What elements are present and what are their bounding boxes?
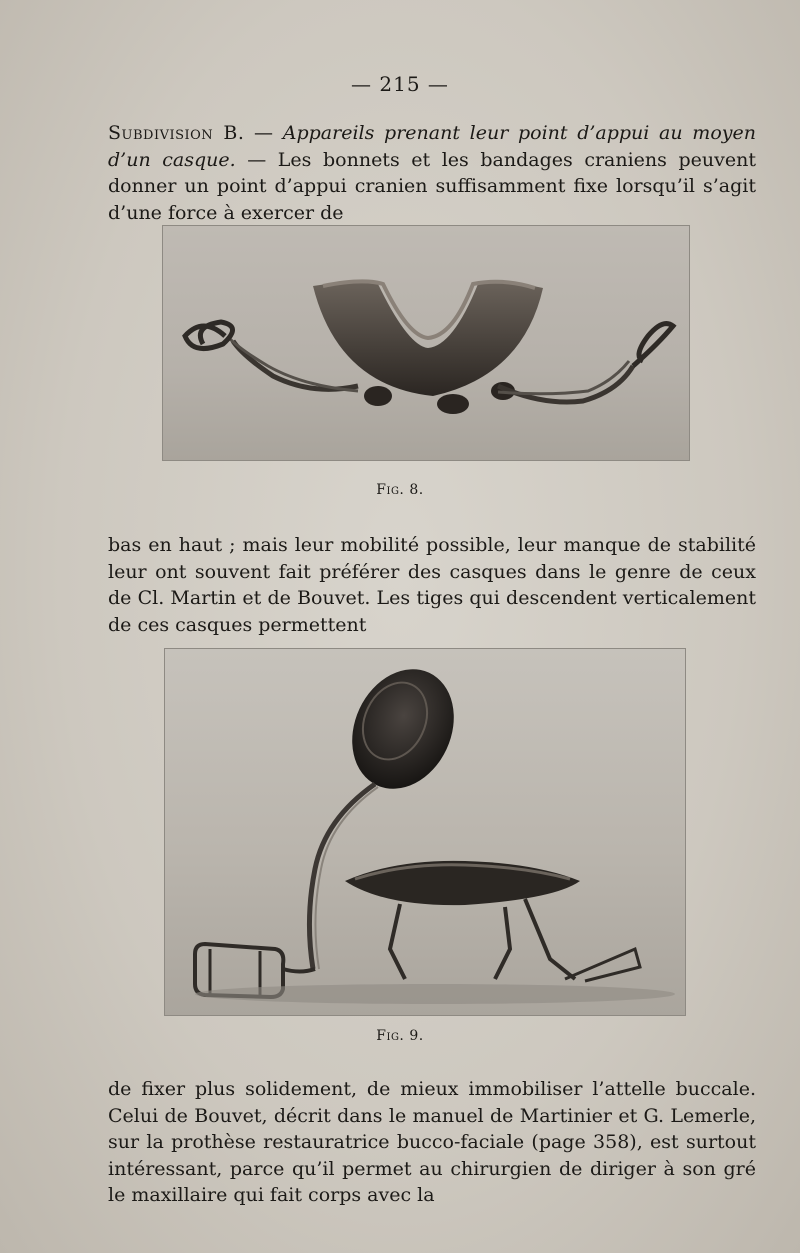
- figure-8-caption-text: Fig. 8.: [376, 482, 424, 498]
- paragraph-text: — Les bonnets et les bandages craniens peuvent donner un point d’appui cranien suffisamment fixe lorsqu’il s’agit d’une force à exercer de: [108, 148, 756, 224]
- figure-8-caption: [0, 482, 800, 498]
- oral-splint-illustration: [163, 226, 689, 460]
- subdivision-heading: Subdivision B.: [108, 122, 245, 144]
- figure-9-caption: [0, 1028, 800, 1044]
- figure-9-caption-text: Fig. 9.: [376, 1028, 424, 1044]
- figure-8-photo: [162, 225, 690, 461]
- paragraph-subdivision-b: [108, 120, 756, 226]
- page-number: — 215 —: [351, 72, 449, 96]
- heading-dash: —: [244, 122, 283, 144]
- paragraph-bouvet: de fixer plus solidement, de mieux immobiliser l’attelle buccale. Celui de Bouvet, décrit dans le manuel de Martinier et G. Lemerle, sur la prothèse restauratrice bucco-faciale (page 358), est surtout intéressant, parce qu’il permet au chirurgien de diriger à son gré le maxillaire qui fait corps avec la: [108, 1078, 756, 1206]
- subdivision-title: Appareils prenant leur point d’appui au moyen d’un casque.: [108, 122, 756, 171]
- paragraph-casques: bas en haut ; mais leur mobilité possible, leur manque de stabilité leur ont souvent fait préférer des casques dans le genre de ceux de Cl. Martin et de Bouvet. Les tiges qui descendent verticalement de ces casques permettent: [108, 534, 756, 636]
- helmet-splint-apparatus-illustration: [165, 649, 685, 1015]
- figure-9-photo: [164, 648, 686, 1016]
